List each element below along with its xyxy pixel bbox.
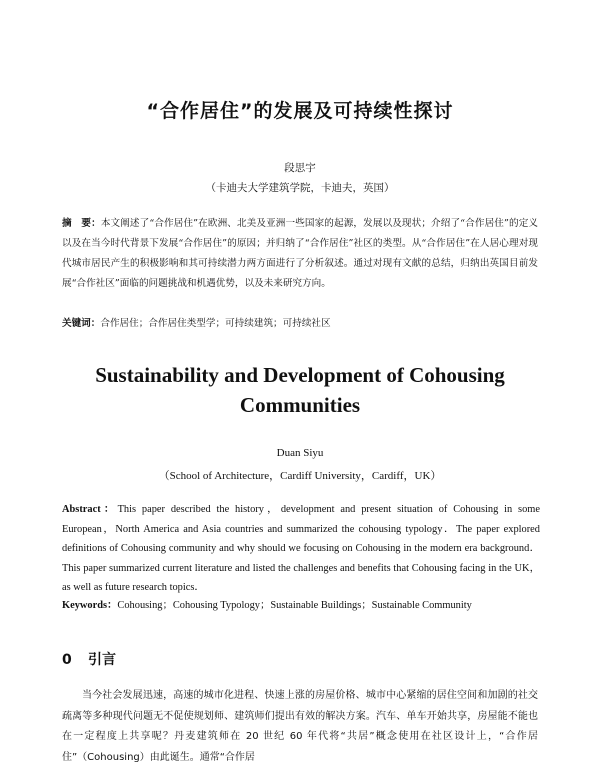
english-abstract (62, 500, 540, 598)
english-abstract-label: Abstract： (62, 504, 118, 515)
english-author: Duan Siyu (276, 447, 324, 459)
chinese-abstract (62, 214, 538, 294)
english-keywords (62, 596, 540, 616)
chinese-author: 段思宇 (284, 162, 316, 174)
section-body: 当今社会发展迅速，高速的城市化进程、快速上涨的房屋价格、城市中心紧缩的居住空间和加剧的社交疏离等多种现代问题无不促使规划师、建筑师们提出有效的解决方案。汽车、单车开始共享，房屋能不能也在一定程度上共享呢？丹麦建筑师在 20 世纪 60 年代将“共居”概念使用在社区设计上，“合作居住”（Cohousing）由此诞生。通常“合作居 (62, 690, 538, 763)
chinese-keywords-label: 关键词： (62, 318, 101, 329)
english-title: Sustainability and Development of Cohousing Communities (95, 363, 505, 417)
chinese-keywords (62, 314, 538, 334)
chinese-keywords-text: 合作居住；合作居住类型学；可持续建筑；可持续社区 (100, 318, 331, 329)
chinese-affiliation: （卡迪夫大学建筑学院，卡迪夫，英国） (205, 182, 395, 194)
chinese-abstract-label: 摘 要： (62, 218, 101, 229)
chinese-abstract-text: 本文阐述了“合作居住”在欧洲、北美及亚洲一些国家的起源，发展以及现状；介绍了“合作居住”的定义以及在当今时代背景下发展“合作居住”的原因；并归纳了“合作居住”社区的类型。从“合作居住”在人居心理对现代城市居民产生的积极影响和其可持续潜力两方面进行了分析叙述。通过对现有文献的总结，归纳出英国目前发展“合作社区”面临的问题挑战和机遇优势，以及未来研究方向。 (62, 218, 538, 289)
english-keywords-text: Cohousing；Cohousing Typology；Sustainable Buildings；Sustainable Community (117, 600, 472, 611)
section-title: 引言 (88, 652, 116, 668)
english-affiliation: （School of Architecture，Cardiff University，Cardiff，UK） (158, 470, 442, 482)
english-abstract-text: This paper described the history，development and present situation of Cohousing in some European，North America and Asia countries and summarized the cohousing typology．The paper explored definitions of Cohousing community and why should we focusing on Cohousing in the modern era background．This paper summarized current literature and listed the challenges and benefits that Cohousing facing in the UK，as well as future research topics． (62, 504, 540, 593)
section-heading (62, 649, 116, 669)
section-number: 0 (62, 652, 72, 668)
chinese-title: “合作居住”的发展及可持续性探讨 (146, 100, 454, 122)
english-keywords-label: Keywords： (62, 600, 118, 611)
